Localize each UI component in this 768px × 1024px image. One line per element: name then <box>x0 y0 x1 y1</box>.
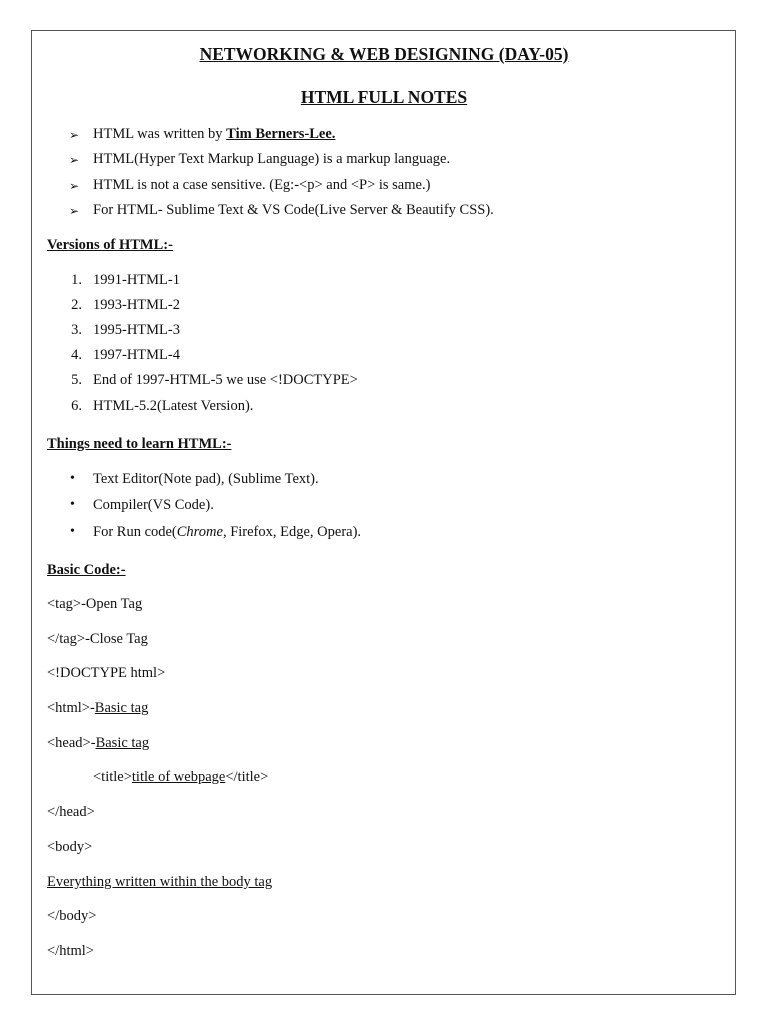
arrow-bullet-icon: ➢ <box>69 204 80 218</box>
things-item: Compiler(VS Code). <box>93 497 214 513</box>
intro-item-4: For HTML- Sublime Text & VS Code(Live Server & Beautify CSS). <box>93 202 494 218</box>
list-number: 5. <box>71 372 82 388</box>
list-number: 1. <box>71 272 82 288</box>
document-subtitle: HTML FULL NOTES <box>300 87 468 107</box>
arrow-bullet-icon: ➢ <box>69 179 80 193</box>
code-line-body-close: </body> <box>47 908 97 924</box>
things-heading: Things need to learn HTML:- <box>47 436 232 452</box>
version-item: End of 1997-HTML-5 we use <!DOCTYPE> <box>93 372 358 388</box>
basic-code-heading: Basic Code:- <box>47 562 126 578</box>
list-number: 3. <box>71 322 82 338</box>
version-item: 1995-HTML-3 <box>93 322 180 338</box>
bullet-dot-icon: • <box>70 524 75 539</box>
code-line-title: <title>title of webpage</title> <box>93 769 269 785</box>
code-line-html: <html>-Basic tag <box>47 700 149 716</box>
arrow-bullet-icon: ➢ <box>69 128 80 142</box>
code-line-head-close: </head> <box>47 804 95 820</box>
code-line-close-tag: </tag>-Close Tag <box>47 631 148 647</box>
intro-item-3: HTML is not a case sensitive. (Eg:-<p> and <P> is same.) <box>93 177 431 193</box>
things-item: For Run code(Chrome, Firefox, Edge, Opera). <box>93 524 362 540</box>
author-name: Tim Berners-Lee. <box>226 126 336 142</box>
code-line-html-close: </html> <box>47 943 94 959</box>
version-item: 1997-HTML-4 <box>93 347 180 363</box>
code-line-head: <head>-Basic tag <box>47 735 150 751</box>
code-line-doctype: <!DOCTYPE html> <box>47 665 166 681</box>
bullet-dot-icon: • <box>70 497 75 512</box>
version-item: 1993-HTML-2 <box>93 297 180 313</box>
document-title: NETWORKING & WEB DESIGNING (DAY-05) <box>199 44 569 64</box>
arrow-bullet-icon: ➢ <box>69 153 80 167</box>
things-item: Text Editor(Note pad), (Sublime Text). <box>93 471 319 487</box>
versions-heading: Versions of HTML:- <box>47 237 173 253</box>
code-line-body-text: Everything written within the body tag <box>47 874 273 890</box>
intro-item-1: HTML was written by Tim Berners-Lee. <box>93 126 336 142</box>
list-number: 2. <box>71 297 82 313</box>
list-number: 6. <box>71 398 82 414</box>
code-line-body-open: <body> <box>47 839 93 855</box>
code-line-open-tag: <tag>-Open Tag <box>47 596 143 612</box>
bullet-dot-icon: • <box>70 471 75 486</box>
list-number: 4. <box>71 347 82 363</box>
version-item: 1991-HTML-1 <box>93 272 180 288</box>
version-item: HTML-5.2(Latest Version). <box>93 398 254 414</box>
intro-item-2: HTML(Hyper Text Markup Language) is a markup language. <box>93 151 451 167</box>
